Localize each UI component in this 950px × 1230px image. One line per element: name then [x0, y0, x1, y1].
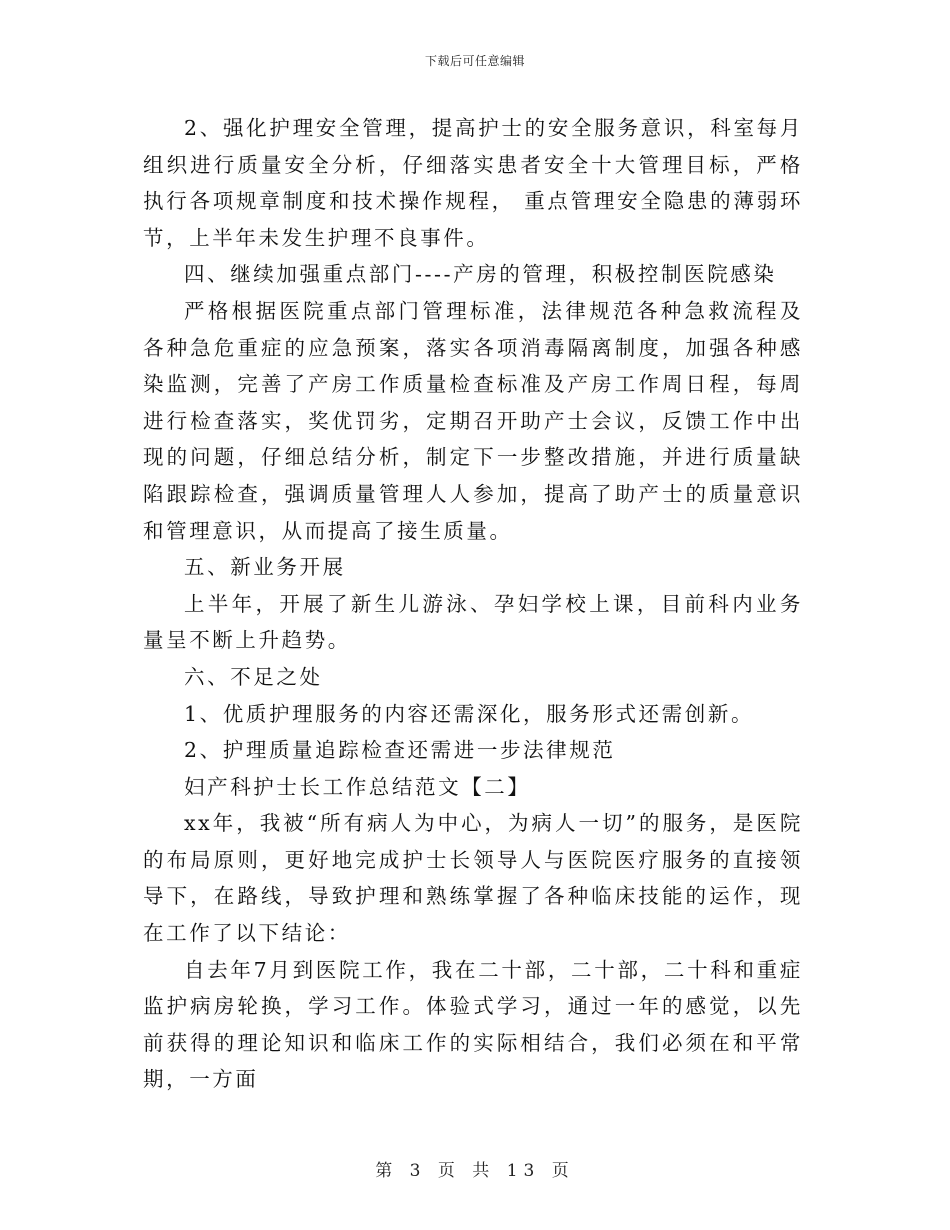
paragraph-shortcoming-1: 1、优质护理服务的内容还需深化，服务形式还需创新。	[184, 701, 755, 726]
section-heading-key-departments: 四、继续加强重点部门----产房的管理，积极控制医院感染	[184, 262, 777, 287]
page-number-footer: 第 3 页 共 13 页	[375, 1161, 575, 1181]
paragraph-delivery-room: 严格根据医院重点部门管理标准，法律规范各种急救流程及各种急危重症的应急预案，落实各项消毒隔离制度，加强各种感染监测，完善了产房工作质量检查标准及产房工作周日程，每周进行检查落实，奖优罚劣，定期召开助产士会议，反馈工作中出现的问题，仔细总结分析，制定下一步整改措施，并进行质量缺陷跟踪检查，强调质量管理人人参加，提高了助产士的质量意识和管理意识，从而提高了接生质量。	[143, 298, 803, 543]
paragraph-intro-part-two: xx年，我被“所有病人为中心，为病人一切”的服务，是医院的布局原则，更好地完成护士长领导人与医院医疗服务的直接领导下，在路线，导致护理和熟练掌握了各种临床技能的运作，现在工作了以下结论：	[143, 811, 803, 946]
paragraph-shortcoming-2: 2、护理质量追踪检查还需进一步法律规范	[184, 738, 616, 763]
paragraph-new-business: 上半年，开展了新生儿游泳、孕妇学校上课，目前科内业务量呈不断上升趋势。	[143, 591, 803, 653]
document-body	[143, 110, 803, 1098]
page-header: 下载后可任意编辑	[424, 54, 525, 68]
section-heading-shortcomings: 六、不足之处	[184, 664, 323, 689]
section-heading-new-business: 五、新业务开展	[184, 555, 346, 580]
paragraph-work-since-july: 自去年7月到医院工作，我在二十部，二十部，二十科和重症监护病房轮换，学习工作。体验式学习，通过一年的感觉，以先前获得的理论知识和临床工作的实际相结合，我们必须在和平常期，一方面	[143, 957, 803, 1092]
section-heading-part-two: 妇产科护士长工作总结范文【二】	[184, 774, 531, 799]
paragraph-safety-management: 2、强化护理安全管理，提高护士的安全服务意识，科室每月组织进行质量安全分析，仔细落实患者安全十大管理目标，严格执行各项规章制度和技术操作规程， 重点管理安全隐患的薄弱环节，上半年未发生护理不良事件。	[143, 116, 803, 250]
